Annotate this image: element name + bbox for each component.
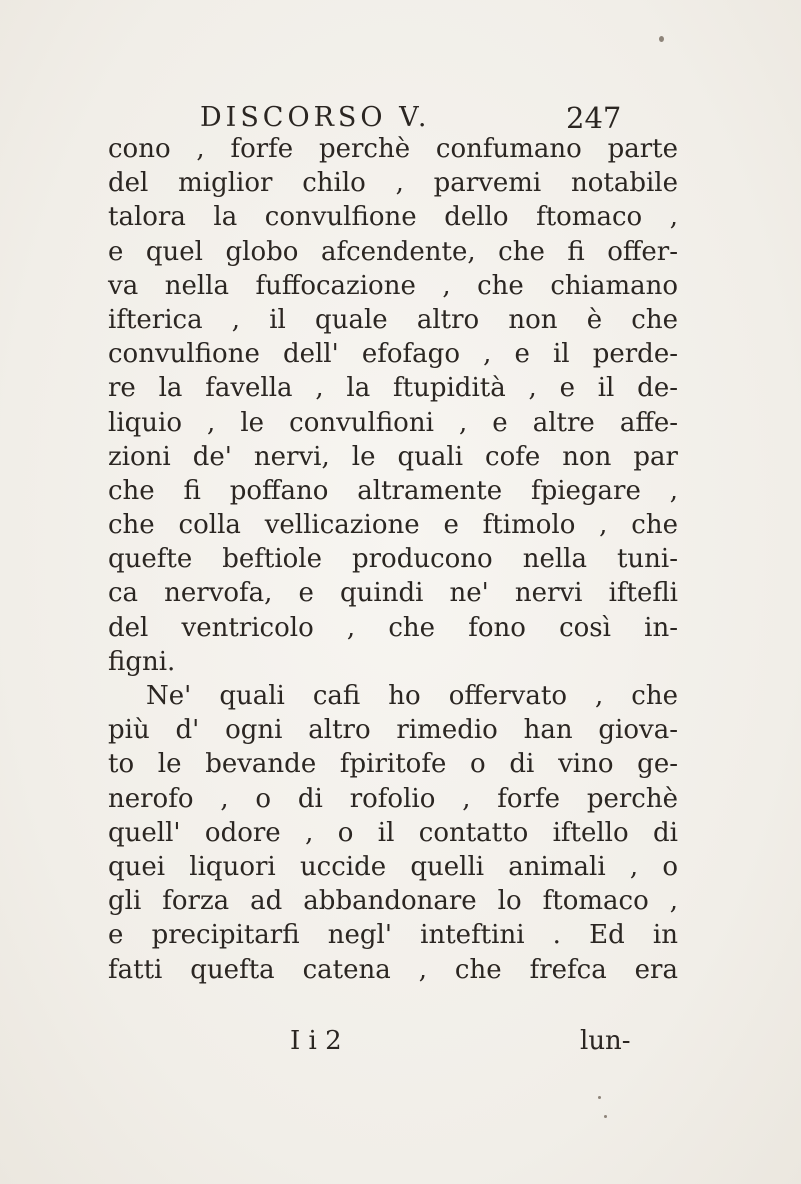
text-line: fatti quefta catena , che frefca era [108, 954, 678, 985]
text-line: del ventricolo , che fono così in- [108, 612, 678, 643]
text-line: e quel globo afcendente, che fi offer- [108, 236, 678, 267]
text-line: nerofo , o di rofolio , forfe perchè [108, 783, 678, 814]
signature-mark: I i 2 [290, 1026, 342, 1056]
text-line: va nella fuffocazione , che chiamano [108, 270, 678, 301]
text-line: ca nervofa, e quindi ne' nervi iftefli [108, 578, 678, 609]
paper-speck [659, 36, 664, 42]
text-line: e precipitarfi negl' inteftini . Ed in [108, 920, 678, 951]
text-line: re la favella , la ftupidità , e il de- [108, 373, 678, 404]
text-line: talora la convulfione dello ftomaco , [108, 202, 678, 233]
text-line: che fi poffano altramente fpiegare , [108, 475, 678, 506]
paper-speck [604, 1115, 607, 1118]
text-line: liquio , le convulfioni , e altre affe- [108, 407, 678, 438]
paragraph-start-line: Ne' quali cafi ho offervato , che [146, 681, 678, 711]
text-line: più d' ogni altro rimedio han giova- [108, 715, 678, 746]
text-line: quei liquori uccide quelli animali , o [108, 851, 678, 882]
text-line: zioni de' nervi, le quali cofe non par [108, 441, 678, 472]
text-line: quell' odore , o il contatto iftello di [108, 817, 678, 848]
text-line: che colla vellicazione e ftimolo , che [108, 510, 678, 541]
catchword: lun- [580, 1026, 631, 1056]
text-line: convulfione dell' efofago , e il perde- [108, 339, 678, 370]
text-line: cono , forfe perchè confumano parte [108, 134, 678, 164]
paper-speck [598, 1096, 601, 1099]
page-footer [110, 1023, 680, 1059]
body-text [108, 132, 678, 987]
text-line: to le bevande fpiritofe o di vino ge- [108, 749, 678, 780]
paragraph-end-line: figni. [108, 646, 176, 677]
page-number: 247 [566, 101, 622, 135]
text-line: ifterica , il quale altro non è che [108, 304, 678, 335]
text-line: quefte beftiole producono nella tuni- [108, 544, 678, 575]
running-title: DISCORSO V. [200, 102, 431, 133]
text-line: del miglior chilo , parvemi notabile [108, 168, 678, 199]
text-line: gli forza ad abbandonare lo ftomaco , [108, 886, 678, 917]
